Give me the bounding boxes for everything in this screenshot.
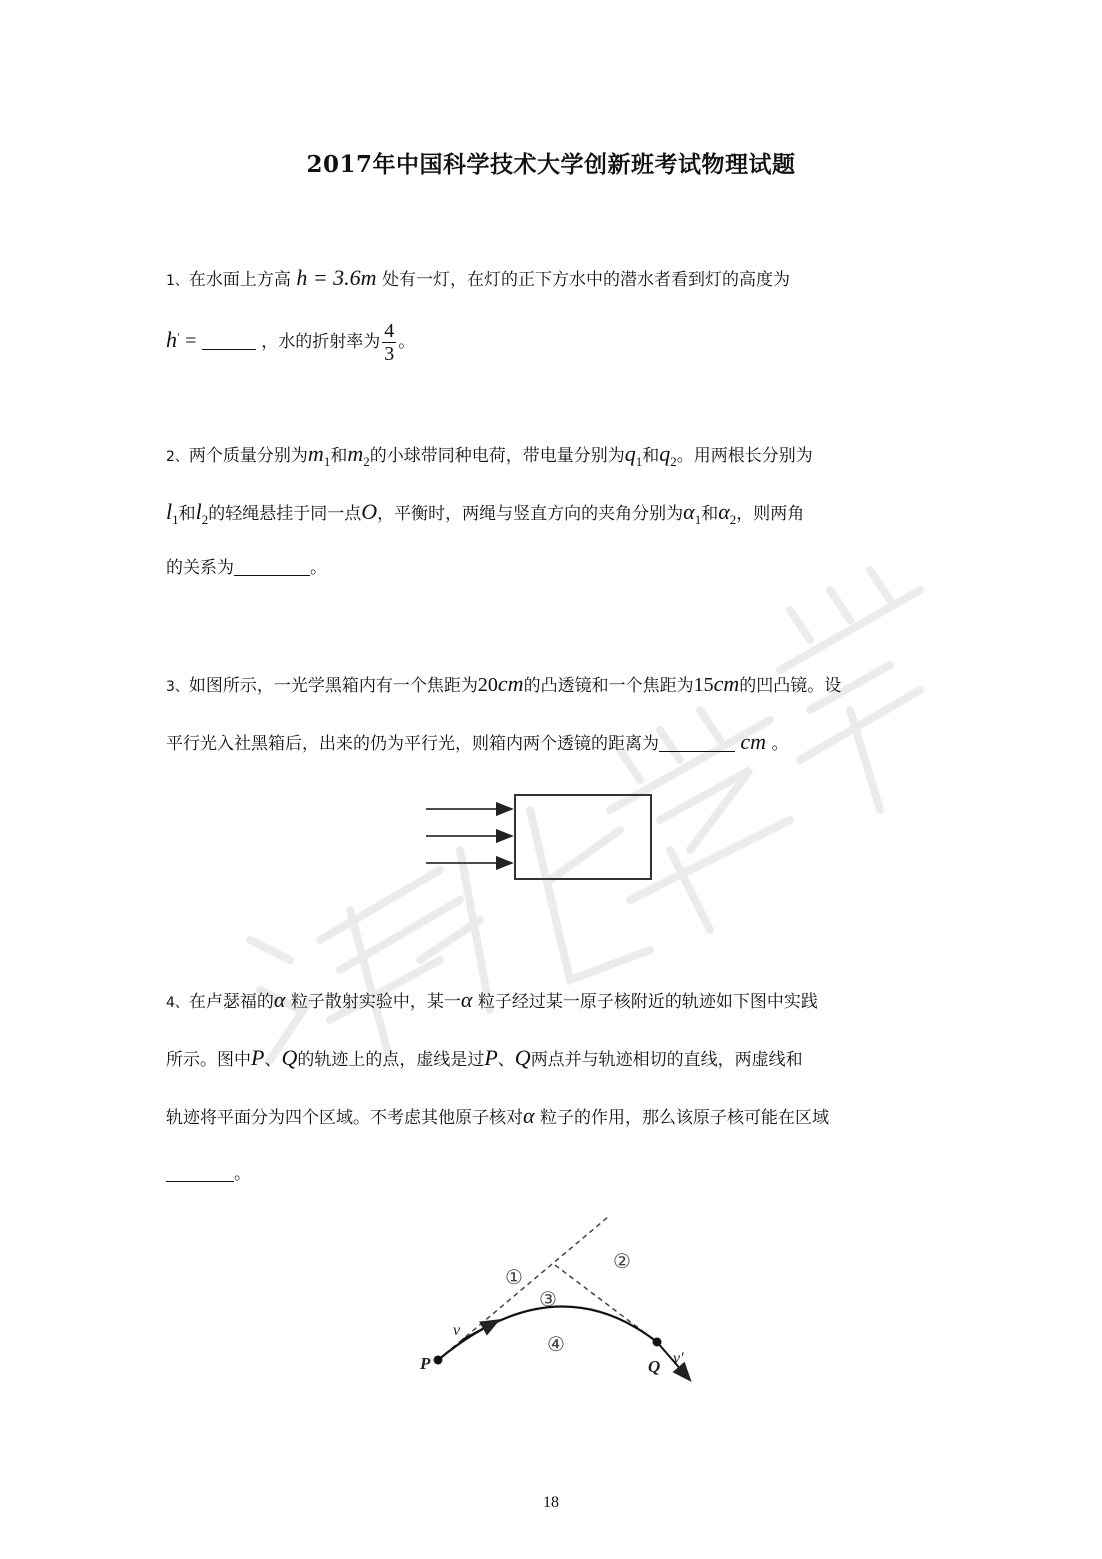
text: 粒子的作用，那么该原子核可能在区域 bbox=[539, 1108, 829, 1128]
region-4-label: ④ bbox=[547, 1334, 565, 1356]
question-number: 2、 bbox=[166, 449, 189, 465]
text: 的凸透镜和一个焦距为 bbox=[523, 676, 694, 696]
point-p bbox=[434, 1356, 443, 1365]
region-3-label: ③ bbox=[539, 1289, 557, 1311]
math-o: O bbox=[361, 499, 378, 524]
math-equals: = bbox=[185, 330, 197, 352]
math-alpha: α bbox=[460, 987, 473, 1012]
answer-blank[interactable] bbox=[659, 735, 735, 752]
text: 和 bbox=[178, 504, 196, 524]
label-p: P bbox=[420, 1354, 431, 1373]
math-alpha: α bbox=[523, 1103, 535, 1128]
question-4-line-2 bbox=[166, 1046, 803, 1072]
text: 如图所示，一光学黑箱内有一个焦距为 bbox=[188, 676, 478, 696]
fraction-denominator: 3 bbox=[384, 343, 395, 365]
subscript: 1 bbox=[172, 512, 179, 527]
text: 。用两根长分别为 bbox=[676, 446, 813, 466]
question-number: 4、 bbox=[166, 995, 189, 1011]
text: 处有一灯，在灯的正下方水中的潜水者看到灯的高度为 bbox=[381, 270, 790, 290]
question-number: 3、 bbox=[166, 679, 189, 695]
text: 在卢瑟福的 bbox=[188, 992, 274, 1012]
math-m: m bbox=[347, 441, 364, 466]
fraction-numerator: 4 bbox=[384, 320, 395, 342]
math-height: h = 3.6m bbox=[296, 265, 377, 290]
page-title: 2017年中国科学技术大学创新班考试物理试题 bbox=[306, 151, 796, 178]
math-alpha: α bbox=[718, 499, 730, 524]
math-alpha: α bbox=[683, 499, 695, 524]
math-focal-2: 15 bbox=[693, 674, 714, 696]
point-q bbox=[653, 1338, 662, 1347]
text: 的凹凸镜。设 bbox=[739, 676, 842, 696]
text: 。 bbox=[310, 558, 327, 578]
region-2-label: ② bbox=[613, 1251, 631, 1273]
question-number: 1、 bbox=[166, 273, 189, 289]
text: 的关系为 bbox=[166, 558, 234, 578]
math-p: P bbox=[251, 1045, 265, 1070]
question-2-line-2 bbox=[166, 500, 804, 532]
text: 和 bbox=[701, 504, 719, 524]
answer-blank[interactable] bbox=[234, 559, 310, 576]
text: 平行光入社黑箱后，出来的仍为平行光，则箱内两个透镜的距离为 bbox=[166, 734, 659, 754]
math-alpha: α bbox=[273, 987, 286, 1012]
text: ，平衡时，两绳与竖直方向的夹角分别为 bbox=[377, 504, 684, 524]
question-3-line-2 bbox=[166, 730, 788, 756]
question-2-line-1 bbox=[166, 442, 813, 474]
subscript: 1 bbox=[635, 454, 643, 469]
subscript: 2 bbox=[729, 512, 737, 527]
fraction bbox=[382, 320, 396, 365]
math-p: P bbox=[484, 1045, 498, 1070]
math-q: Q bbox=[514, 1045, 531, 1070]
subscript: 2 bbox=[670, 454, 677, 469]
math-q: q bbox=[624, 441, 636, 466]
math-h-prime: h bbox=[166, 327, 177, 352]
math-focal-1: 20 bbox=[477, 674, 498, 696]
text: 两点并与轨迹相切的直线，两虚线和 bbox=[530, 1050, 803, 1070]
label-q: Q bbox=[648, 1357, 661, 1376]
math-q: Q bbox=[281, 1045, 298, 1070]
text: 和 bbox=[330, 446, 348, 466]
black-box bbox=[515, 795, 651, 879]
math-l: l bbox=[195, 499, 202, 524]
velocity-arrow-v bbox=[462, 1321, 497, 1340]
text: 、 bbox=[264, 1050, 282, 1070]
math-unit: cm bbox=[740, 729, 767, 754]
question-3-line-1 bbox=[166, 672, 841, 699]
subscript: 2 bbox=[363, 454, 370, 469]
text: 、 bbox=[497, 1050, 515, 1070]
question-4-line-3 bbox=[166, 1104, 829, 1130]
text: 的小球带同种电荷，带电量分别为 bbox=[369, 446, 625, 466]
text: 两个质量分别为 bbox=[188, 446, 308, 466]
label-v: v bbox=[453, 1322, 461, 1339]
math-q: q bbox=[659, 441, 671, 466]
text: 。 bbox=[398, 332, 416, 352]
math-unit: cm bbox=[497, 671, 524, 696]
answer-blank[interactable] bbox=[166, 1165, 234, 1182]
text: 。 bbox=[771, 734, 789, 754]
math-l: l bbox=[166, 499, 173, 524]
math-m: m bbox=[307, 441, 324, 466]
text: 的轨迹上的点，虚线是过 bbox=[297, 1050, 485, 1070]
question-1-line-1 bbox=[166, 266, 790, 293]
text: ，水的折射率为 bbox=[261, 332, 381, 352]
math-unit: cm bbox=[713, 671, 740, 696]
text: 轨迹将平面分为四个区域。不考虑其他原子核对 bbox=[166, 1108, 523, 1128]
text: ，则两角 bbox=[736, 504, 805, 524]
question-4-line-4 bbox=[166, 1162, 251, 1186]
label-v-prime: v′ bbox=[673, 1350, 684, 1367]
subscript: 1 bbox=[323, 454, 331, 469]
page-number: 18 bbox=[543, 1494, 559, 1511]
black-box-diagram bbox=[420, 790, 660, 885]
subscript: 2 bbox=[201, 512, 209, 527]
text: 粒子经过某一原子核附近的轨迹如下图中实践 bbox=[477, 992, 818, 1012]
trajectory-diagram bbox=[405, 1205, 720, 1405]
text: 。 bbox=[234, 1164, 251, 1184]
text: 和 bbox=[642, 446, 660, 466]
text: 所示。图中 bbox=[166, 1050, 251, 1070]
subscript: 1 bbox=[694, 512, 702, 527]
question-4-line-1 bbox=[166, 988, 818, 1015]
text: 的轻绳悬挂于同一点 bbox=[208, 504, 362, 524]
text: 粒子散射实验中，某一 bbox=[290, 992, 461, 1012]
text: 在水面上方高 bbox=[188, 270, 291, 290]
question-1-line-2: h' = ，水的折射率为 $\frac{4}{3}$ 。 bbox=[166, 320, 416, 365]
question-2-line-3 bbox=[166, 556, 327, 580]
region-1-label: ① bbox=[505, 1267, 523, 1289]
answer-blank[interactable] bbox=[202, 333, 256, 350]
